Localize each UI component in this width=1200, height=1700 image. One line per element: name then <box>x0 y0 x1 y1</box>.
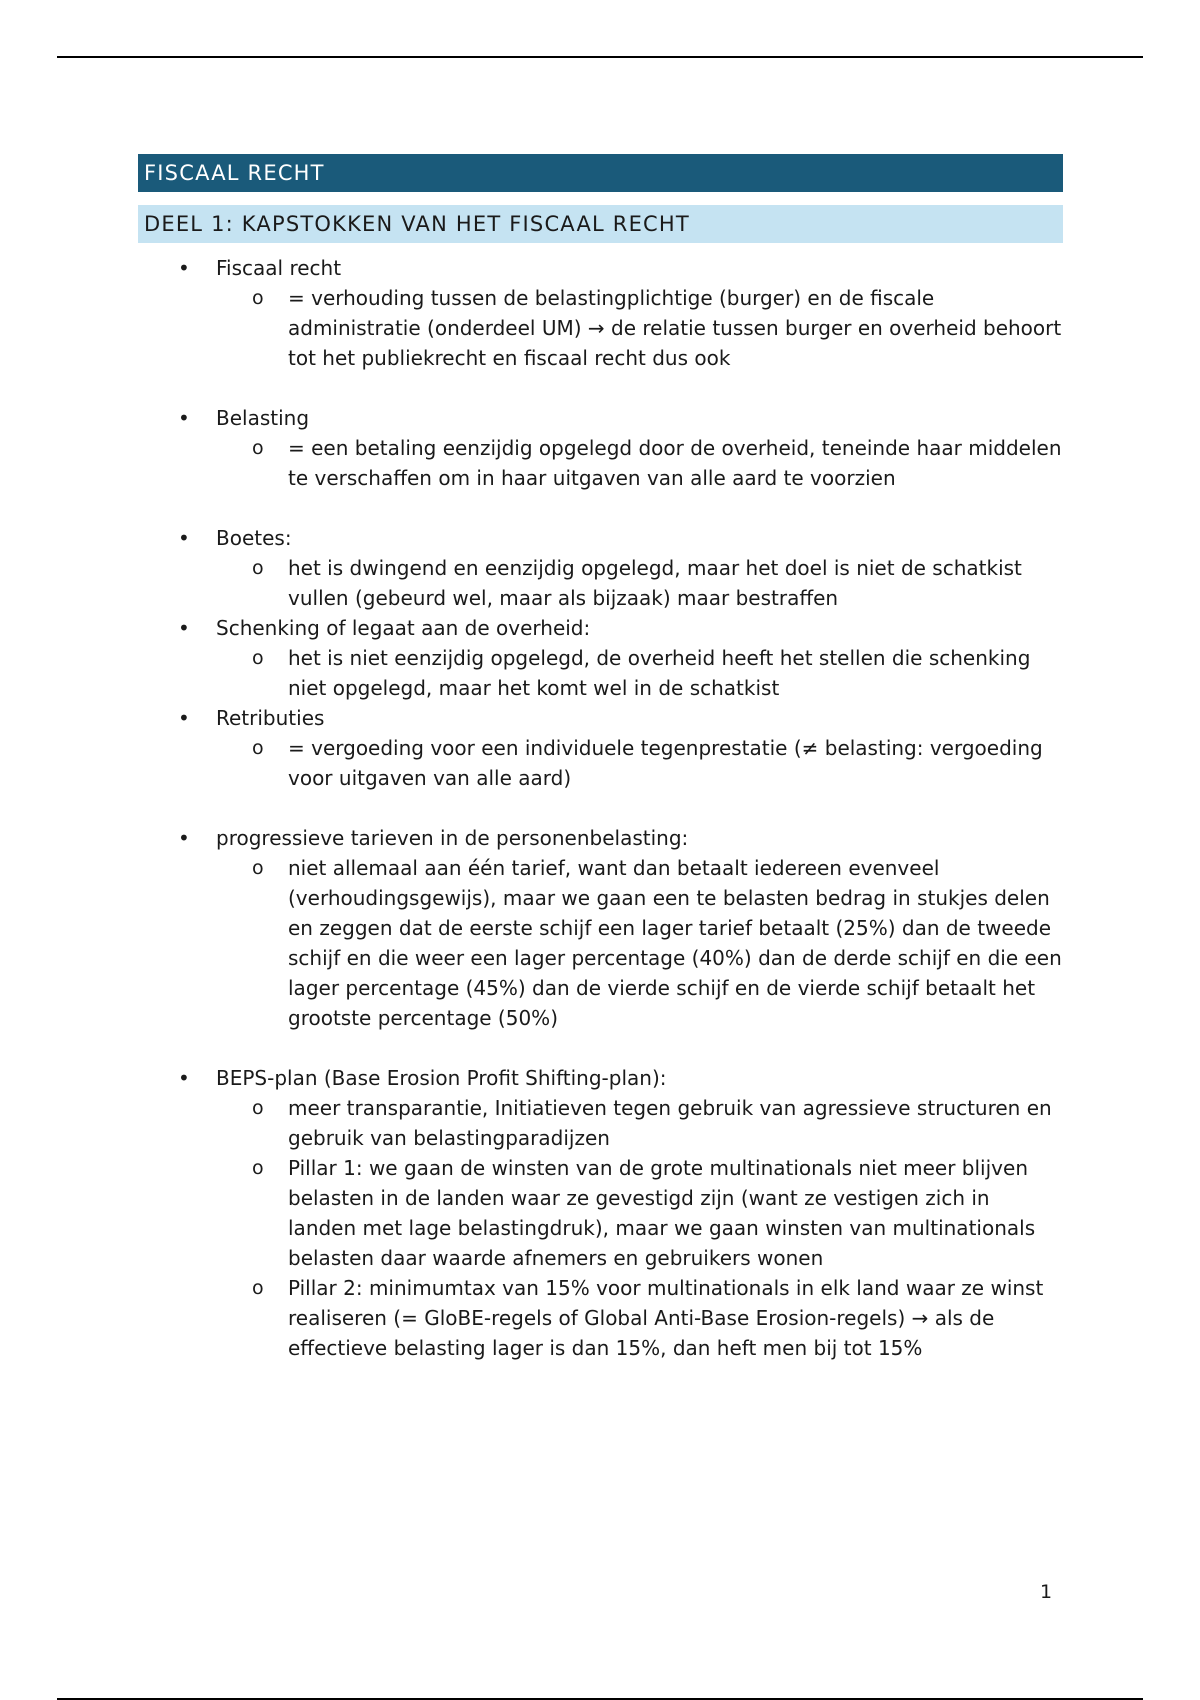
bullet-icon: • <box>178 406 190 430</box>
sub-bullet-icon: o <box>252 287 264 309</box>
sub-list <box>138 643 1063 703</box>
sub-list <box>138 283 1063 373</box>
list-item-label: Boetes: <box>216 526 292 550</box>
bullet-icon: • <box>178 1066 190 1090</box>
sub-list-item <box>216 733 1063 793</box>
page-number: 1 <box>1040 1581 1053 1603</box>
list-item-label: Belasting <box>216 406 310 430</box>
sub-list-item <box>216 1153 1063 1273</box>
sub-list-item <box>216 433 1063 493</box>
sub-list-item <box>216 853 1063 1033</box>
sub-bullet-icon: o <box>252 437 264 459</box>
document-body <box>138 154 1063 1363</box>
sub-item-text: = een betaling eenzijdig opgelegd door de overheid, teneinde haar middelen te verschaffen om in haar uitgaven van alle aard te voorzien <box>288 436 1062 490</box>
sub-list <box>138 853 1063 1033</box>
list-item-beps-plan <box>138 1063 1063 1363</box>
sub-list-item <box>216 1273 1063 1363</box>
list-item-label: Fiscaal recht <box>216 256 342 280</box>
list-item-fiscaal-recht <box>138 253 1063 373</box>
list-item-schenking <box>138 613 1063 703</box>
list-item-retributies <box>138 703 1063 793</box>
sub-item-text: Pillar 2: minimumtax van 15% voor multinationals in elk land waar ze winst realiseren (= GloBE-regels of Global Anti-Base Erosion-regels) → als de effectieve belasting lager is dan 15%, dan heft men bij tot 15% <box>288 1276 1044 1360</box>
sub-item-text: niet allemaal aan één tarief, want dan betaalt iedereen evenveel (verhoudingsgewijs), maar we gaan een te belasten bedrag in stukjes delen en zeggen dat de eerste schijf een lager tarief betaalt (25%) dan de tweede schijf en die weer een lager percentage (40%) dan de derde schijf en die een lager percentage (45%) dan de vierde schijf en de vierde schijf betaalt het grootste percentage (50%) <box>288 856 1062 1030</box>
list-item-boetes <box>138 523 1063 613</box>
sub-bullet-icon: o <box>252 1097 264 1119</box>
sub-list-item <box>216 553 1063 613</box>
bullet-icon: • <box>178 256 190 280</box>
sub-bullet-icon: o <box>252 857 264 879</box>
sub-bullet-icon: o <box>252 1277 264 1299</box>
sub-list <box>138 433 1063 493</box>
bullet-icon: • <box>178 826 190 850</box>
list-item-label: BEPS-plan (Base Erosion Profit Shifting-plan): <box>216 1066 667 1090</box>
heading-fiscaal-recht: FISCAAL RECHT <box>138 154 1063 192</box>
sub-item-text: het is dwingend en eenzijdig opgelegd, maar het doel is niet de schatkist vullen (gebeurd wel, maar als bijzaak) maar bestraffen <box>288 556 1022 610</box>
list-item-progressieve-tarieven <box>138 823 1063 1033</box>
sub-list <box>138 553 1063 613</box>
sub-list <box>138 1093 1063 1363</box>
sub-list-item <box>216 283 1063 373</box>
sub-bullet-icon: o <box>252 557 264 579</box>
sub-list-item <box>216 643 1063 703</box>
main-bullet-list <box>138 253 1063 1363</box>
list-item-label: progressieve tarieven in de personenbelasting: <box>216 826 689 850</box>
sub-item-text: meer transparantie, Initiatieven tegen gebruik van agressieve structuren en gebruik van belastingparadijzen <box>288 1096 1052 1150</box>
bullet-icon: • <box>178 706 190 730</box>
bullet-icon: • <box>178 616 190 640</box>
sub-item-text: = verhouding tussen de belastingplichtige (burger) en de fiscale administratie (onderdeel UM) → de relatie tussen burger en overheid behoort tot het publiekrecht en fiscaal recht dus ook <box>288 286 1062 370</box>
sub-item-text: Pillar 1: we gaan de winsten van de grote multinationals niet meer blijven belasten in de landen waar ze gevestigd zijn (want ze vestigen zich in landen met lage belastingdruk), maar we gaan winsten van multinationals belasten daar waarde afnemers en gebruikers wonen <box>288 1156 1036 1270</box>
sub-bullet-icon: o <box>252 1157 264 1179</box>
list-item-label: Retributies <box>216 706 325 730</box>
sub-bullet-icon: o <box>252 737 264 759</box>
sub-item-text: het is niet eenzijdig opgelegd, de overheid heeft het stellen die schenking niet opgelegd, maar het komt wel in de schatkist <box>288 646 1031 700</box>
list-item-belasting <box>138 403 1063 493</box>
sub-item-text: = vergoeding voor een individuele tegenprestatie (≠ belasting: vergoeding voor uitgaven van alle aard) <box>288 736 1043 790</box>
sub-list-item <box>216 1093 1063 1153</box>
sub-bullet-icon: o <box>252 647 264 669</box>
bullet-icon: • <box>178 526 190 550</box>
header-rule <box>57 56 1143 58</box>
list-item-label: Schenking of legaat aan de overheid: <box>216 616 591 640</box>
heading-deel-1: DEEL 1: KAPSTOKKEN VAN HET FISCAAL RECHT <box>138 205 1063 243</box>
sub-list <box>138 733 1063 793</box>
